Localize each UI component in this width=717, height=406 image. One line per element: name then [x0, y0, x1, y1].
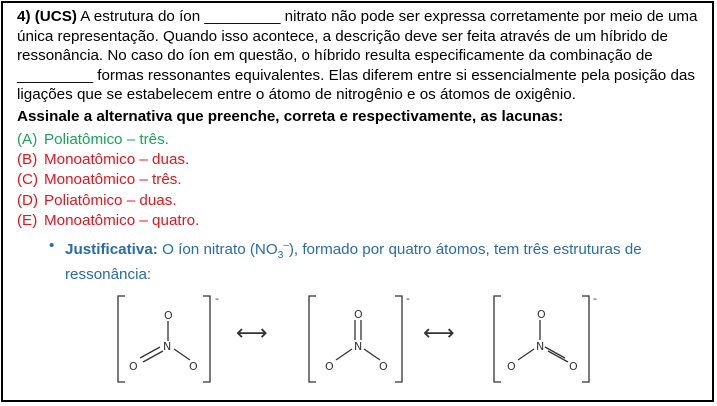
justification: [49, 236, 704, 285]
option-letter: (A): [17, 130, 38, 148]
charge-2: -: [406, 292, 410, 305]
atom-o-right-2: O: [379, 360, 388, 373]
option-text: Monoatômico – quatro.: [44, 212, 200, 230]
atom-o-top-2: O: [354, 308, 363, 321]
bond-n-o-left-3: [518, 349, 534, 360]
option-letter: (E): [17, 212, 38, 230]
bracket-right-1: [203, 296, 210, 382]
resonance-structures-svg: [103, 288, 623, 393]
bond-n-o-left-1b: [140, 347, 160, 358]
bond-n-o-left-1a: [143, 351, 163, 362]
option-text: Monoatômico – duas.: [44, 150, 190, 168]
question-card: [1, 1, 714, 402]
stem-part-b: nitrato não pode ser expressa corretamente por meio de uma única representação. Quando isso acontece, a descrição deve ser feita através de um híbrido de ressonância. No caso do íon em questão, o híbrido resulta especificamente da combinação de: [17, 8, 698, 65]
atom-o-left-2: O: [325, 360, 334, 373]
justification-label: Justificativa:: [65, 240, 158, 258]
options-list: [17, 130, 704, 232]
bond-n-o-right-3b: [548, 351, 568, 362]
bond-n-o-right-3a: [545, 347, 565, 358]
bracket-left-1: [118, 296, 125, 382]
atom-o-right-1: O: [189, 360, 198, 373]
bond-n-o-right-1: [174, 349, 190, 360]
bond-n-o-left-2: [336, 349, 352, 360]
justification-text-b: ), formado por quatro átomos, tem três estruturas de ressonância:: [65, 240, 642, 284]
atom-n-1: N: [163, 340, 172, 353]
option-text: Poliatômico – duas.: [44, 191, 177, 209]
question-stem: [17, 7, 704, 105]
option-b[interactable]: [17, 150, 704, 170]
atom-o-left-3: O: [507, 360, 516, 373]
blank-1: _________: [204, 8, 281, 25]
bracket-left-2: [309, 296, 316, 382]
option-letter: (D): [17, 191, 39, 209]
superscript-minus: –: [283, 239, 289, 251]
stem-part-a: A estrutura do íon: [80, 8, 205, 25]
stem-part-c: formas ressonantes equivalentes. Elas diferem entre si essencialmente pela posição das ligações que se estabelecem entre o átomo de nitrogênio e os átomos de oxigênio.: [17, 66, 695, 104]
option-text: Monoatômico – três.: [44, 171, 182, 189]
atom-n-3: N: [536, 340, 545, 353]
charge-3: -: [593, 292, 597, 305]
bracket-right-2: [395, 296, 402, 382]
atom-o-top-1: O: [164, 309, 173, 322]
atom-o-right-3: O: [569, 360, 578, 373]
atom-n-2: N: [354, 340, 363, 353]
option-e[interactable]: [17, 211, 704, 231]
bond-n-o-right-2: [364, 349, 380, 360]
resonance-arrow-2: ⟷: [423, 321, 455, 346]
bracket-right-3: [582, 296, 589, 382]
option-letter: (B): [17, 150, 38, 168]
resonance-structures: [103, 288, 623, 393]
bracket-left-3: [494, 296, 501, 382]
justification-text-a: O íon nitrato (NO: [157, 240, 278, 258]
charge-1: -: [215, 292, 219, 305]
option-letter: (C): [17, 171, 39, 189]
instruction: Assinale a alternativa que preenche, correta e respectivamente, as lacunas:: [17, 107, 564, 125]
atom-o-top-3: O: [537, 308, 546, 321]
bullet: •: [49, 236, 55, 254]
atom-o-left-1: O: [129, 360, 138, 373]
subscript-3: 3: [277, 249, 284, 261]
question-number: 4) (UCS): [17, 8, 77, 25]
option-a[interactable]: [17, 130, 704, 150]
option-c[interactable]: [17, 170, 704, 190]
resonance-arrow-1: ⟷: [236, 321, 268, 346]
option-d[interactable]: [17, 191, 704, 211]
blank-2: _________: [17, 66, 94, 84]
option-text: Poliatômico – três.: [44, 130, 169, 148]
